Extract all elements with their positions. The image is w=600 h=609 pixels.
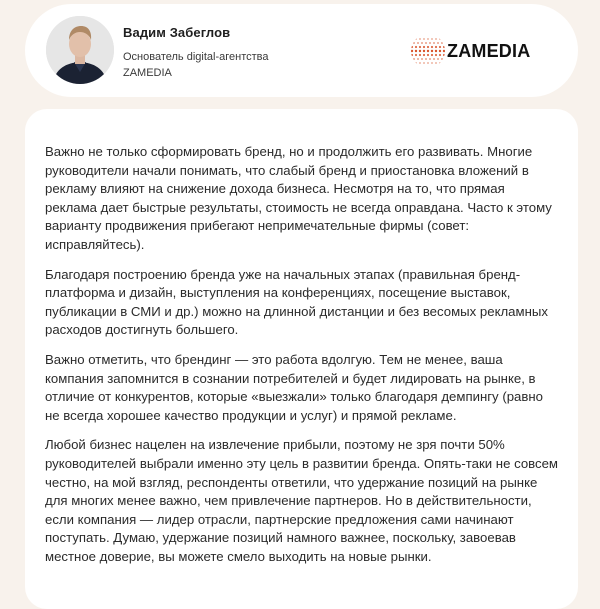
dotted-globe-icon (410, 33, 446, 69)
article-card (25, 109, 578, 609)
article-paragraph: Благодаря построению бренда уже на начальных этапах (правильная бренд-платформа и дизайн, выступления на конференциях, посещение выставок, публикации в СМИ и др.) можно на длинной дистанции и без весомых рекламных расходов достигнуть большего. (45, 266, 548, 338)
avatar (46, 16, 114, 84)
article-paragraph: Любой бизнес нацелен на извлечение прибыли, поэтому не зря почти 50% руководителей выбрали именно эту цель в развитии бренда. Опять-таки не совсем честно, на мой взгляд, респонденты ответили, что удержание позиций на рынке для многих менее важно, чем привлечение партнеров. Но в действительности, если компания — лидер отрасли, партнерские предложения сами начинают поступать. Думаю, удержание позиций намного важнее, поскольку, завоевав местное доверие, вы можете смело выходить на новые рынки. (45, 437, 559, 564)
author-name: Вадим Забеглов (123, 25, 231, 40)
author-company: ZAMEDIA (123, 67, 172, 79)
company-logo (410, 33, 530, 69)
logo-text: ZAMEDIA (447, 40, 531, 61)
author-role-title: Основатель digital-агентства (123, 51, 269, 63)
author-info (123, 25, 269, 81)
author-card (25, 4, 578, 97)
article-paragraph: Важно не только сформировать бренд, но и продолжить его развивать. Многие руководители начали понимать, что слабый бренд и приостановка вложений в рекламу влияют на снижение дохода бизнеса. Несмотря на то, что прямая реклама дает быстрые результаты, стоимость не всегда оправдана. Часто к этому варианту продвижения прибегают непримечательные фирмы (совет: исправляйтесь). (45, 144, 552, 252)
article-paragraph: Важно отметить, что брендинг — это работа вдолгую. Тем не менее, ваша компания запомнится в сознании потребителей и будет лидировать на рынке, в отличие от конкурентов, которые «выезжали» только благодаря демпингу (равно не всегда хорошее качество продукции и услуг) и прямой рекламе. (45, 351, 543, 423)
author-role (123, 49, 269, 81)
person-photo-icon (46, 16, 114, 84)
